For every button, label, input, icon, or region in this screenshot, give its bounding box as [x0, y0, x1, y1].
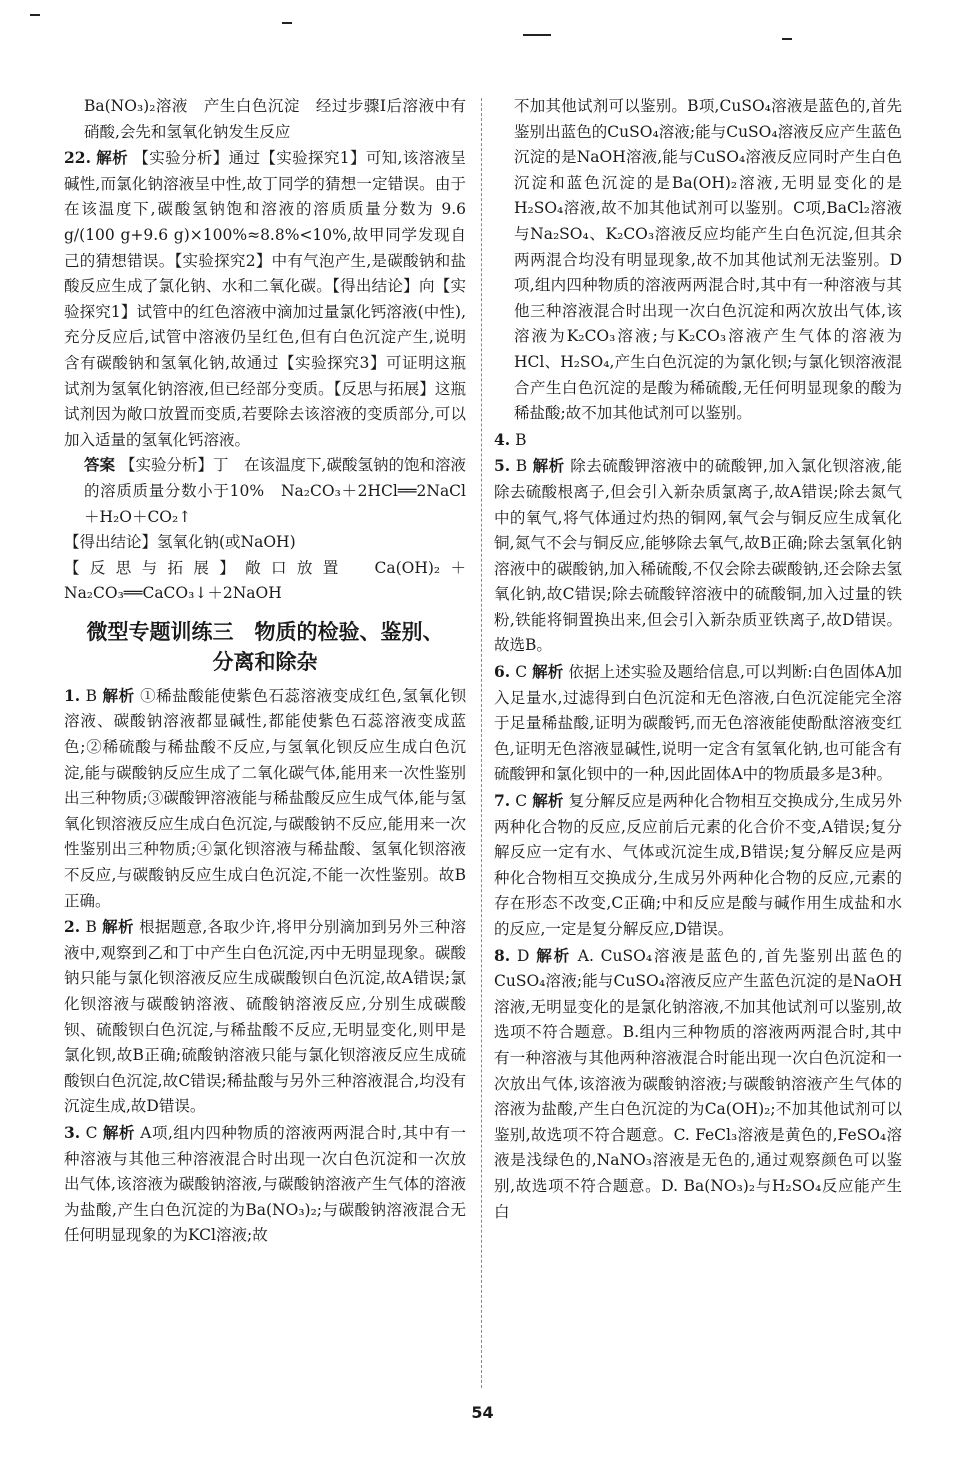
item-answer: B — [85, 686, 98, 705]
item-answer: B — [515, 430, 527, 449]
analysis-label: 解析 — [96, 149, 129, 168]
item-body: 【实验分析】通过【实验探究1】可知,该溶液呈碱性,而氯化钠溶液呈中性,故丁同学的猜想一定错误。由于在该温度下,碳酸氢钠饱和溶液的溶质质量分数为 9.6 g/(100 g+9.6 g)×100%≈8.8%<10%,故甲同学发现自己的猜想错误。【实验探究2】中有气泡产生,是碳酸钠和盐酸反应生成了氯化钠、水和二氧化碳。【得出结论】向【实验探究1】试管中的红色溶液中滴加过量氯化钙溶液(中性),充分反应后,试管中溶液仍呈红色,但有白色沉淀产生,说明含有碳酸钠和氢氧化钠,故通过【实验探究3】可证明这瓶试剂为氢氧化钠溶液,但已经部分变质。【反思与拓展】这瓶试剂因为敞口放置而变质,若要除去该溶液的变质部分,可以加入适量的氢氧化钙溶液。 — [64, 149, 466, 449]
scan-mark — [282, 22, 292, 24]
item-answer: C — [515, 663, 528, 682]
right-column — [494, 94, 902, 1225]
analysis-label: 解析 — [102, 686, 135, 705]
item-4 — [494, 427, 902, 454]
section-title — [64, 617, 466, 677]
item-answer: C — [85, 1123, 98, 1142]
item-number: 2. — [64, 917, 81, 937]
item-number: 3. — [64, 1122, 81, 1142]
left-column — [64, 94, 466, 1249]
answer-block — [64, 453, 466, 530]
scan-mark — [30, 14, 40, 16]
analysis-label: 解析 — [536, 946, 571, 965]
item-answer: D — [516, 946, 530, 965]
item-answer: C — [515, 792, 528, 811]
item-body: A. CuSO₄溶液是蓝色的,首先鉴别出蓝色的CuSO₄溶液;能与CuSO₄溶液反应产生蓝色沉淀的是NaOH溶液,无明显变化的是氯化钠溶液,不加其他试剂可以鉴别,故选项不符合题意。B.组内三种物质的溶液两两混合时,其中有一种溶液与其他两种溶液混合时能出现一次白色沉淀和一次放出气体,该溶液为碳酸钠溶液;与碳酸钠溶液产生气体的溶液为盐酸,产生白色沉淀的为Ca(OH)₂;不加其他试剂可以鉴别,故选项不符合题意。C. FeCl₃溶液是黄色的,FeSO₄溶液是浅绿色的,NaNO₃溶液是无色的,通过观察颜色可以鉴别,故选项不符合题意。D. Ba(NO₃)₂与H₂SO₄反应能产生白 — [494, 946, 902, 1221]
item-7 — [494, 788, 902, 943]
item-answer: B — [515, 457, 528, 476]
item-3 — [64, 1120, 466, 1249]
answer-line: 【反思与拓展】敞口放置 Ca(OH)₂＋Na₂CO₃══CaCO₃↓＋2NaOH — [64, 558, 466, 603]
item-number: 7. — [494, 791, 511, 811]
item-answer: B — [85, 918, 97, 937]
analysis-label: 解析 — [102, 918, 134, 937]
item-body: 除去硫酸钾溶液中的硫酸钾,加入氯化钡溶液,能除去硫酸根离子,但会引入新杂质氯离子,故A错误;除去氮气中的氧气,将气体通过灼热的铜网,氧气会与铜反应生成氧化铜,氮气不会与铜反应,能够除去氧气,故B正确;除去氢氧化钠溶液中的碳酸钠,加入稀硫酸,不仅会除去碳酸钠,还会除去氢氧化钠,故C错误;除去硫酸锌溶液中的硫酸铜,加入过量的铁粉,铁能将铜置换出来,但会引入新杂质亚铁离子,故D错误。故选B。 — [494, 457, 902, 655]
item-body: 根据题意,各取少许,将甲分别滴加到另外三种溶液中,观察到乙和丁中产生白色沉淀,丙中无明显现象。碳酸钠只能与氯化钡溶液反应生成碳酸钡白色沉淀,故A错误;氯化钡溶液与碳酸钠溶液、硫酸钠溶液反应,分别生成碳酸钡、硫酸钡白色沉淀,与稀盐酸不反应,无明显变化,则甲是氯化钡,故B正确;硫酸钠溶液只能与氯化钡溶液反应生成硫酸钡白色沉淀,故C错误;稀盐酸与另外三种溶液混合,均没有沉淀生成,故D错误。 — [64, 918, 466, 1116]
item-number: 5. — [494, 456, 511, 476]
item-2 — [64, 914, 466, 1120]
answer-label: 答案 — [84, 456, 116, 475]
item-8 — [494, 943, 902, 1226]
section-title-line: 微型专题训练三 物质的检验、鉴别、 — [86, 619, 444, 644]
item-number: 22. — [64, 148, 91, 168]
paragraph-continued: 不加其他试剂可以鉴别。B项,CuSO₄溶液是蓝色的,首先鉴别出蓝色的CuSO₄溶液;能与CuSO₄溶液反应产生蓝色沉淀的是NaOH溶液,能与CuSO₄溶液反应同时产生白色沉淀和蓝色沉淀的是Ba(OH)₂溶液,无明显变化的是H₂SO₄溶液,故不加其他试剂可以鉴别。C项,BaCl₂溶液与Na₂SO₄、K₂CO₃溶液反应均能产生白色沉淀,但其余两两混合均没有明显现象,故不加其他试剂无法鉴别。D项,组内四种物质的溶液两两混合时,其中有一种溶液与其他三种溶液混合时出现一次白色沉淀和两次放出气体,该溶液为K₂CO₃溶液;与K₂CO₃溶液产生气体的溶液为HCl、H₂SO₄,产生白色沉淀的为氯化钡;与氯化钡溶液混合产生白色沉淀的是酸为稀硫酸,无任何明显现象的酸为稀盐酸;故不加其他试剂可以鉴别。 — [514, 97, 902, 423]
item-number: 4. — [494, 429, 511, 449]
analysis-label: 解析 — [532, 663, 564, 682]
item-body: A项,组内四种物质的溶液两两混合时,其中有一种溶液与其他三种溶液混合时出现一次白色沉淀和一次放出气体,该溶液为碳酸钠溶液,与碳酸钠溶液产生气体的溶液为盐酸,产生白色沉淀的为Ba(NO₃)₂;与碳酸钠溶液混合无任何明显现象的为KCl溶液;故 — [64, 1123, 466, 1245]
item-body: ①稀盐酸能使紫色石蕊溶液变成红色,氢氧化钡溶液、碳酸钠溶液都显碱性,都能使紫色石蕊溶液变成蓝色;②稀硫酸与稀盐酸不反应,与氢氧化钡反应生成白色沉淀,能与碳酸钠反应生成了二氧化碳气体,能用来一次性鉴别出三种物质;③碳酸钾溶液能与稀盐酸反应生成气体,能与氢氧化钡溶液反应生成白色沉淀,与碳酸钠不反应,能用来一次性鉴别出三种物质;④氯化钡溶液与稀盐酸、氢氧化钡溶液不反应,与碳酸钠反应生成白色沉淀,不能一次性鉴别。故B正确。 — [64, 686, 466, 910]
item-number: 6. — [494, 662, 511, 682]
scan-mark — [523, 34, 551, 36]
paragraph-continued: Ba(NO₃)₂溶液 产生白色沉淀 经过步骤Ⅰ后溶液中有硝酸,会先和氢氧化钠发生反应 — [84, 97, 466, 141]
item-5 — [494, 453, 902, 659]
analysis-label: 解析 — [102, 1123, 135, 1142]
analysis-label: 解析 — [532, 457, 565, 476]
item-22 — [64, 145, 466, 453]
item-number: 1. — [64, 685, 81, 705]
item-body: 依据上述实验及题给信息,可以判断:白色固体A加入足量水,过滤得到白色沉淀和无色溶液,白色沉淀能完全溶于足量稀盐酸,证明为碳酸钙,而无色溶液能使酚酞溶液变红色,证明无色溶液显碱性,说明一定含有氢氧化钠,也可能含有硫酸钾和氯化钡中的一种,因此固体A中的物质最多是3种。 — [494, 663, 902, 784]
item-6 — [494, 659, 902, 788]
scan-mark — [782, 38, 792, 40]
item-number: 8. — [494, 945, 511, 965]
page-number: 54 — [471, 1403, 494, 1422]
section-title-line: 分离和除杂 — [212, 649, 318, 674]
column-divider — [481, 98, 482, 1388]
answer-line: 【实验分析】丁 在该温度下,碳酸氢钠的饱和溶液的溶质质量分数小于10% Na₂CO₃＋2HCl══2NaCl＋H₂O＋CO₂↑ — [84, 456, 466, 526]
item-body: 复分解反应是两种化合物相互交换成分,生成另外两种化合物的反应,反应前后元素的化合价不变,A错误;复分解反应一定有水、气体或沉淀生成,B错误;复分解反应是两种化合物相互交换成分,生成另外两种化合物的反应,元素的存在形态不改变,C正确;中和反应是酸与碱作用生成盐和水的反应,一定是复分解反应,D错误。 — [494, 792, 902, 938]
answer-line: 【得出结论】氢氧化钠(或NaOH) — [64, 533, 296, 552]
item-1 — [64, 683, 466, 914]
analysis-label: 解析 — [532, 792, 564, 811]
